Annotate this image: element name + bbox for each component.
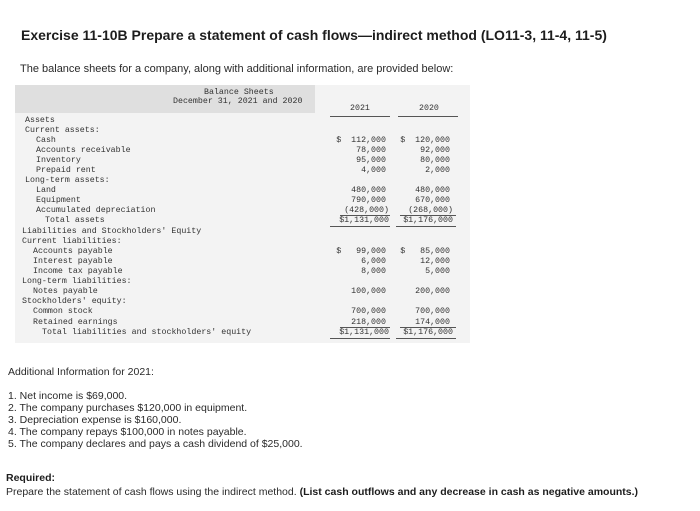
additional-item: 5. The company declares and pays a cash dividend of $25,000. — [8, 438, 303, 450]
row-label: Current liabilities: — [22, 237, 122, 246]
double-rule-2020 — [396, 226, 456, 227]
row-label: Prepaid rent — [36, 166, 96, 175]
row-label: Assets — [25, 116, 55, 125]
cell-2021: $1,131,000 — [339, 328, 389, 337]
row-label: Total assets — [45, 216, 105, 225]
rule-2021 — [340, 327, 390, 328]
required-instruction: Prepare the statement of cash flows using the indirect method. — [6, 486, 297, 498]
additional-item: 1. Net income is $69,000. — [8, 390, 128, 402]
balance-sheet-date: December 31, 2021 and 2020 — [173, 97, 303, 106]
cell-2020: $1,176,000 — [403, 216, 453, 225]
cell-2020: 92,000 — [420, 146, 450, 155]
cell-2020: 700,000 — [415, 307, 450, 316]
row-label: Common stock — [33, 307, 93, 316]
cell-2021: 480,000 — [351, 186, 386, 195]
rule-2021 — [340, 215, 390, 216]
cell-2020: (268,000) — [408, 206, 453, 215]
row-label: Land — [36, 186, 56, 195]
intro-text: The balance sheets for a company, along with additional information, are provided below: — [20, 63, 454, 75]
cell-2020: $ 120,000 — [400, 136, 450, 145]
row-label: Accounts receivable — [36, 146, 131, 155]
rule-2020 — [400, 215, 456, 216]
cell-2021: 790,000 — [351, 196, 386, 205]
row-label: Cash — [36, 136, 56, 145]
cell-2021: 700,000 — [351, 307, 386, 316]
cell-2020: 80,000 — [420, 156, 450, 165]
cell-2020: $1,176,000 — [403, 328, 453, 337]
double-rule-2021 — [330, 226, 390, 227]
col-underline-2021 — [330, 116, 390, 117]
cell-2021: 78,000 — [356, 146, 386, 155]
row-label: Liabilities and Stockholders' Equity — [22, 227, 202, 236]
row-label: Long-term assets: — [25, 176, 110, 185]
cell-2021: 8,000 — [361, 267, 386, 276]
row-label: Interest payable — [33, 257, 113, 266]
row-label: Inventory — [36, 156, 81, 165]
row-label: Accounts payable — [33, 247, 113, 256]
col-header-2021: 2021 — [350, 104, 370, 113]
rule-2020 — [400, 327, 456, 328]
cell-2021: 218,000 — [351, 318, 386, 327]
row-label: Income tax payable — [33, 267, 123, 276]
exercise-title: Exercise 11-10B Prepare a statement of cash flows—indirect method (LO11-3, 11-4, 11-5) — [21, 27, 607, 43]
double-rule-2020 — [396, 338, 456, 339]
cell-2020: 5,000 — [425, 267, 450, 276]
balance-sheet-title: Balance Sheets — [204, 88, 274, 97]
double-rule-2021 — [330, 338, 390, 339]
additional-item: 3. Depreciation expense is $160,000. — [8, 414, 182, 426]
additional-item: 4. The company repays $100,000 in notes payable. — [8, 426, 247, 438]
row-label: Accumulated depreciation — [36, 206, 156, 215]
cell-2020: $ 85,000 — [400, 247, 450, 256]
cell-2021: $ 99,000 — [336, 247, 386, 256]
cell-2020: 200,000 — [415, 287, 450, 296]
row-label: Stockholders' equity: — [22, 297, 127, 306]
row-label: Retained earnings — [33, 318, 118, 327]
cell-2021: 4,000 — [361, 166, 386, 175]
cell-2021: $1,131,000 — [339, 216, 389, 225]
col-underline-2020 — [398, 116, 458, 117]
cell-2021: 100,000 — [351, 287, 386, 296]
row-label: Equipment — [36, 196, 81, 205]
cell-2021: $ 112,000 — [336, 136, 386, 145]
additional-heading: Additional Information for 2021: — [8, 366, 154, 378]
cell-2021: 95,000 — [356, 156, 386, 165]
col-header-2020: 2020 — [419, 104, 439, 113]
cell-2020: 174,000 — [415, 318, 450, 327]
cell-2020: 670,000 — [415, 196, 450, 205]
required-note: (List cash outflows and any decrease in cash as negative amounts.) — [299, 486, 639, 498]
required-text — [6, 486, 638, 498]
row-label: Long-term liabilities: — [22, 277, 132, 286]
cell-2020: 2,000 — [425, 166, 450, 175]
required-heading: Required: — [6, 472, 56, 484]
row-label: Notes payable — [33, 287, 98, 296]
cell-2021: 6,000 — [361, 257, 386, 266]
additional-item: 2. The company purchases $120,000 in equipment. — [8, 402, 248, 414]
row-label: Total liabilities and stockholders' equity — [42, 328, 252, 337]
cell-2021: (428,000) — [344, 206, 389, 215]
cell-2020: 12,000 — [420, 257, 450, 266]
row-label: Current assets: — [25, 126, 100, 135]
cell-2020: 480,000 — [415, 186, 450, 195]
